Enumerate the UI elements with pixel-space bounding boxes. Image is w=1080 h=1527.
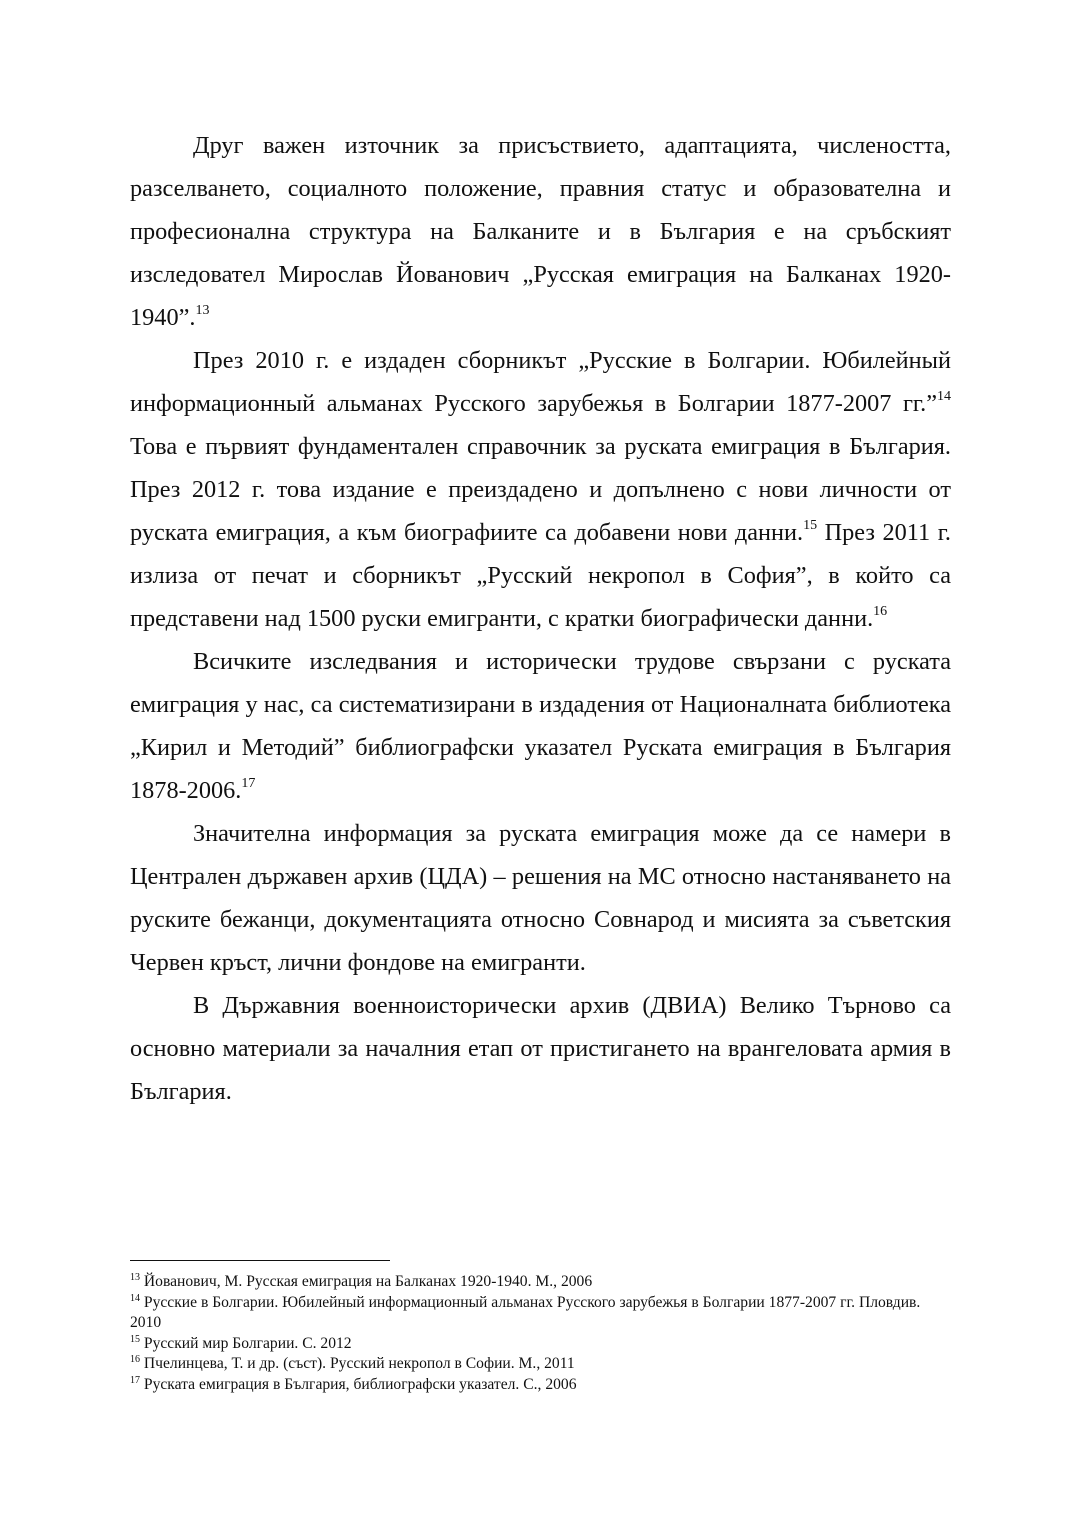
footnote-16: [130, 1354, 930, 1375]
paragraph-3: [130, 640, 951, 812]
footnote-text: Йованович, М. Русская емиграция на Балканах 1920-1940. М., 2006: [143, 1273, 593, 1290]
paragraph-text: Това е първият фундаментален справочник за руската емиграция в България. През 2012 г. това издание е преиздадено и допълнено с нови личности от руската емиграция, а към биографиите са добавени нови данни.: [130, 433, 951, 546]
footnote-number: 16: [130, 1354, 140, 1365]
footnote-14: [130, 1293, 930, 1334]
paragraph-text: Значителна информация за руската емиграция може да се намери в Централен държавен архив (ЦДА) – решения на МС относно настаняването на руските бежанци, документацията относно Совнарод и мисията за съветския Червен кръст, лични фондове на емигранти.: [130, 820, 951, 976]
footnote-ref-15[interactable]: 15: [803, 518, 818, 533]
paragraph-4: [130, 812, 951, 984]
footnote-number: 14: [130, 1292, 140, 1304]
footnote-ref-17[interactable]: 17: [241, 776, 256, 791]
footnote-number: 15: [130, 1333, 140, 1345]
footnote-number: 17: [130, 1374, 140, 1386]
footnote-13: [130, 1272, 930, 1293]
footnotes: [130, 1272, 930, 1395]
footnote-number: 13: [130, 1272, 140, 1283]
footnote-15: [130, 1334, 930, 1355]
footnote-text: Пчелинцева, Т. и др. (съст). Русский некропол в Софии. М., 2011: [143, 1355, 575, 1372]
footnote-ref-13[interactable]: 13: [195, 303, 210, 318]
footnote-text: Руската емиграция в България, библиографски указател. С., 2006: [143, 1375, 577, 1393]
paragraph-5: [130, 984, 951, 1113]
footnote-text: Русские в Болгарии. Юбилейный информационный альманах Русского зарубежья в Болгарии 1877-2007 гг. Пловдив. 2010: [130, 1293, 921, 1331]
footnote-ref-14[interactable]: 14: [937, 389, 951, 404]
footnote-ref-16[interactable]: 16: [873, 604, 888, 619]
footnote-separator: [130, 1260, 390, 1261]
paragraph-2: [130, 339, 951, 640]
footnote-17: [130, 1375, 930, 1396]
paragraph-1: [130, 124, 951, 339]
paragraph-text: През 2011 г. излиза от печат и сборникът „Русский некропол в София”, в който са представени над 1500 руски емигранти, с кратки биографически данни.: [130, 519, 952, 632]
paragraph-text: През 2010 г. е издаден сборникът „Русские в Болгарии. Юбилейный информационный альманах Русского зарубежья в Болгарии 1877-2007 гг.”: [130, 347, 951, 417]
document-body: [130, 124, 951, 1113]
paragraph-text: В Държавния военноисторически архив (ДВИА) Велико Търново са основно материали за началния етап от пристигането на врангеловата армия в България.: [130, 992, 951, 1105]
paragraph-text: Друг важен източник за присъствието, адаптацията, числеността, разселването, социалното положение, правния статус и образователна и професионална структура на Балканите и в България е на сръбският изследовател Мирослав Йованович „Русская емиграция на Балканах 1920-1940”.: [130, 132, 951, 331]
paragraph-text: Всичките изследвания и исторически трудове свързани с руската емиграция у нас, са систематизирани в издадения от Националната библиотека „Кирил и Методий” библиографски указател Руската емиграция в България 1878-2006.: [130, 648, 951, 804]
footnote-text: Русский мир Болгарии. С. 2012: [143, 1334, 352, 1352]
